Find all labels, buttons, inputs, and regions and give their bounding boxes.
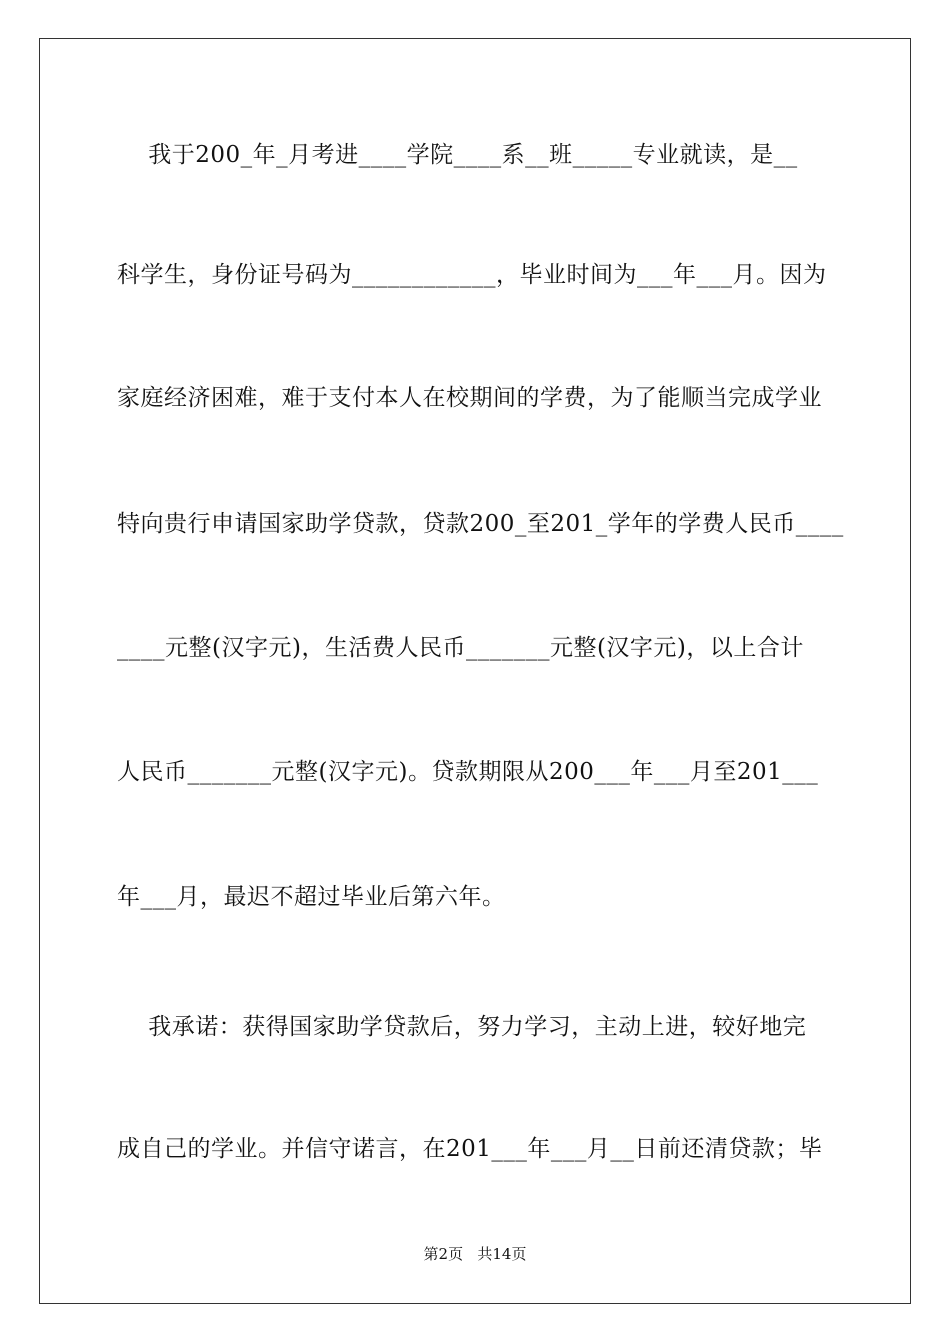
text-line-5: ____元整(汉字元)，生活费人民币_______元整(汉字元)，以上合计 — [117, 635, 804, 661]
text-line-9: 成自己的学业。并信守诺言，在201___年___月__日前还清贷款；毕 — [117, 1136, 823, 1162]
text-line-6: 人民币_______元整(汉字元)。贷款期限从200___年___月至201___ — [117, 759, 819, 785]
page-frame — [39, 38, 911, 1304]
text-line-3: 家庭经济困难，难于支付本人在校期间的学费，为了能顺当完成学业 — [117, 385, 822, 411]
text-line-1: 我于200_年_月考进____学院____系__班_____专业就读，是__ — [117, 142, 798, 168]
text-line-2: 科学生，身份证号码为____________，毕业时间为___年___月。因为 — [117, 262, 827, 288]
text-line-7: 年___月，最迟不超过毕业后第六年。 — [117, 884, 506, 910]
text-line-4: 特向贵行申请国家助学贷款，贷款200_至201_学年的学费人民币____ — [117, 511, 844, 537]
page-number-footer: 第2页 共14页 — [423, 1245, 527, 1263]
text-line-8: 我承诺：获得国家助学贷款后，努力学习，主动上进，较好地完 — [117, 1014, 807, 1040]
